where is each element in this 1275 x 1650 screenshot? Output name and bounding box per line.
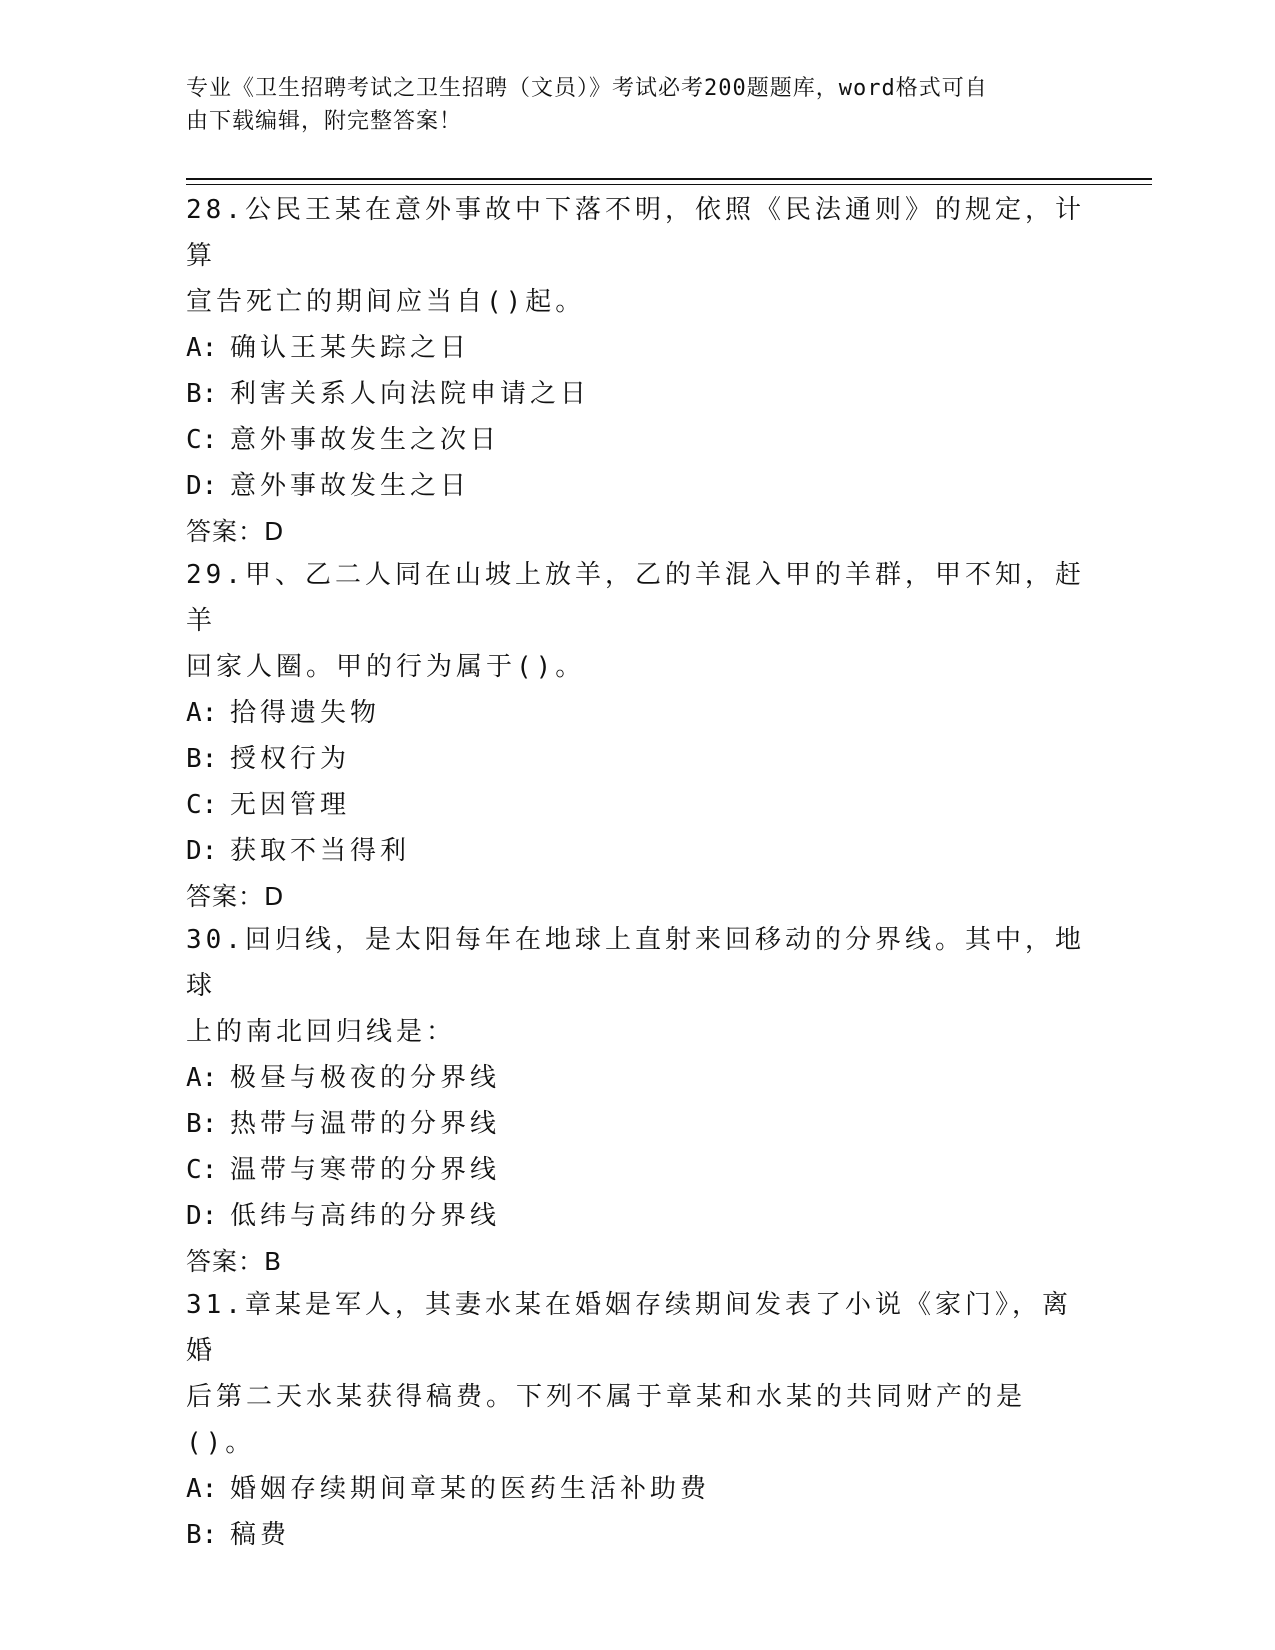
option-text: 热带与温带的分界线 [230, 1109, 501, 1139]
question-text-line-1: 30.回归线，是太阳每年在地球上直射来回移动的分界线。其中，地球 [186, 925, 1085, 1001]
question-text-line-1: 28.公民王某在意外事故中下落不明，依照《民法通则》的规定，计算 [186, 195, 1085, 271]
option-a [186, 325, 1086, 371]
option-c [186, 417, 1086, 463]
question-30 [186, 917, 1086, 1285]
option-letter: C: [186, 1155, 218, 1185]
option-letter: A: [186, 1063, 218, 1093]
answer-line: 答案：B [186, 1247, 283, 1276]
option-text: 婚姻存续期间章某的医药生活补助费 [230, 1474, 711, 1504]
option-letter: A: [186, 698, 218, 728]
option-b [186, 1101, 1086, 1147]
option-text: 确认王某失踪之日 [230, 333, 471, 363]
option-b [186, 1512, 1086, 1558]
option-text: 稿费 [230, 1520, 291, 1550]
question-text-line-1: 29.甲、乙二人同在山坡上放羊，乙的羊混入甲的羊群，甲不知，赶羊 [186, 560, 1085, 636]
option-text: 授权行为 [230, 744, 351, 774]
question-31 [186, 1282, 1086, 1558]
option-a [186, 1466, 1086, 1512]
question-text-line-2: 上的南北回归线是： [186, 1017, 457, 1047]
header-divider-thick [186, 178, 1152, 180]
header-line-1: 专业《卫生招聘考试之卫生招聘（文员）》考试必考200题题库，word格式可自 [186, 76, 988, 101]
option-letter: B: [186, 1109, 218, 1139]
option-text: 低纬与高纬的分界线 [230, 1201, 501, 1231]
option-letter: D: [186, 836, 218, 866]
answer-line: 答案：D [186, 517, 285, 546]
option-a [186, 690, 1086, 736]
header-divider-thin [186, 184, 1152, 185]
option-letter: A: [186, 333, 218, 363]
question-text-line-1: 31.章某是军人，其妻水某在婚姻存续期间发表了小说《家门》，离婚 [186, 1290, 1072, 1366]
option-text: 意外事故发生之日 [230, 471, 471, 501]
option-letter: C: [186, 425, 218, 455]
option-text: 温带与寒带的分界线 [230, 1155, 501, 1185]
option-text: 意外事故发生之次日 [230, 425, 501, 455]
option-text: 无因管理 [230, 790, 351, 820]
option-letter: A: [186, 1474, 218, 1504]
option-d [186, 1193, 1086, 1239]
option-letter: D: [186, 1201, 218, 1231]
option-text: 极昼与极夜的分界线 [230, 1063, 501, 1093]
document-header [186, 72, 1086, 138]
question-text-line-2: 回家人圈。甲的行为属于()。 [186, 652, 586, 682]
option-d [186, 463, 1086, 509]
option-letter: B: [186, 744, 218, 774]
option-letter: B: [186, 379, 218, 409]
question-text-line-2: 宣告死亡的期间应当自()起。 [186, 287, 586, 317]
option-text: 拾得遗失物 [230, 698, 381, 728]
question-text-line-2: 后第二天水某获得稿费。下列不属于章某和水某的共同财产的是()。 [186, 1382, 1027, 1458]
option-letter: C: [186, 790, 218, 820]
option-a [186, 1055, 1086, 1101]
option-b [186, 371, 1086, 417]
question-29 [186, 552, 1086, 920]
option-c [186, 1147, 1086, 1193]
option-letter: D: [186, 471, 218, 501]
option-c [186, 782, 1086, 828]
option-text: 获取不当得利 [230, 836, 411, 866]
header-line-2: 由下载编辑，附完整答案！ [186, 109, 463, 134]
answer-line: 答案：D [186, 882, 285, 911]
option-d [186, 828, 1086, 874]
option-text: 利害关系人向法院申请之日 [230, 379, 591, 409]
question-28 [186, 187, 1086, 555]
option-b [186, 736, 1086, 782]
option-letter: B: [186, 1520, 218, 1550]
